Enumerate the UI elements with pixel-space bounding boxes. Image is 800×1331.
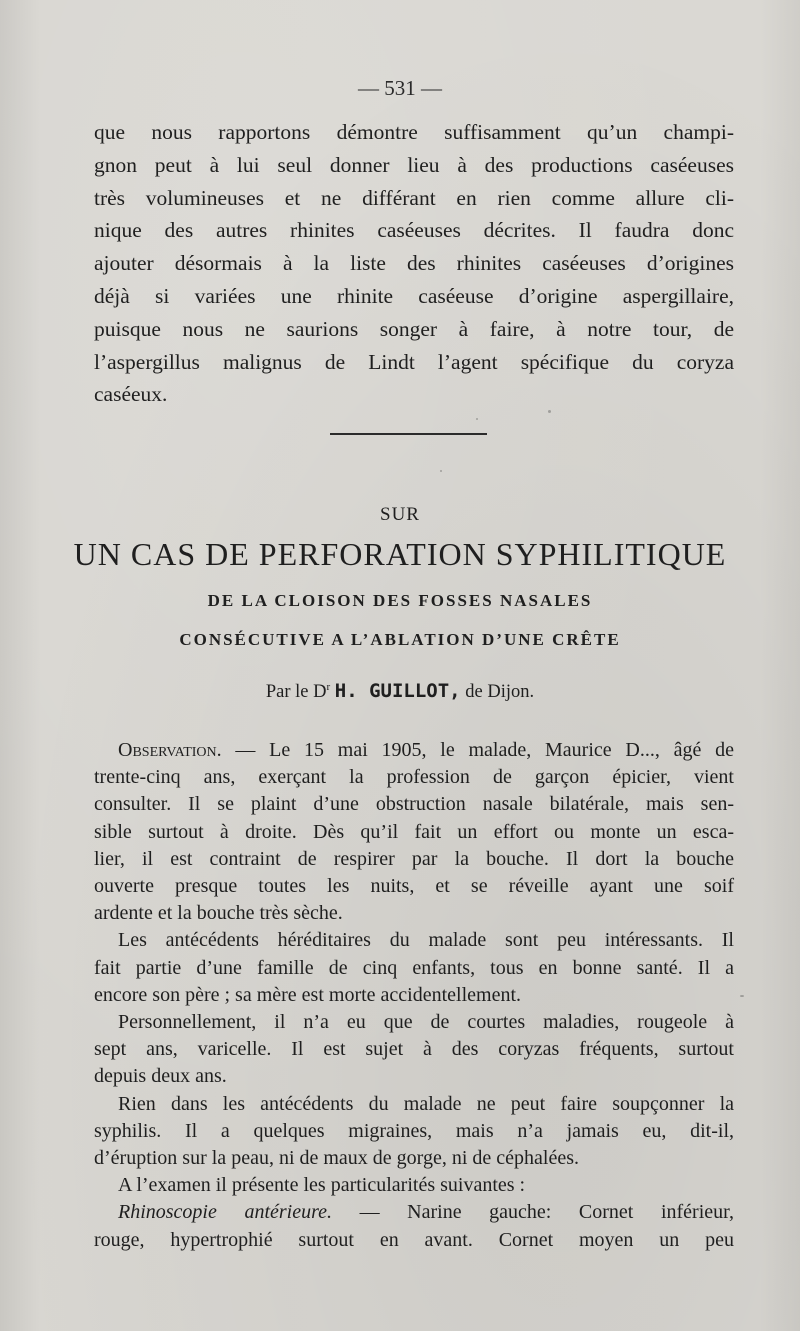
- article-subtitle-line-2: CONSÉCUTIVE A L’ABLATION D’UNE CRÊTE: [179, 630, 621, 649]
- page-number: — 531 —: [358, 76, 442, 100]
- section-divider: [330, 433, 487, 435]
- text-line: Les antécédents héréditaires du malade sont peu intéressants. Il: [118, 929, 734, 952]
- text-line: que nous rapportons démontre suffisamment qu’un champi-: [94, 120, 734, 144]
- text-line: l’aspergillus malignus de Lindt l’agent spécifique du coryza: [94, 349, 734, 374]
- paper-speck: [476, 418, 478, 420]
- text-line: ajouter désormais à la liste des rhinites caséeuses d’origines: [94, 251, 734, 276]
- observation-label: Observation.: [118, 739, 222, 761]
- text-line: trente-cinq ans, exerçant la profession de garçon épicier, vient: [94, 766, 734, 789]
- text-line: gnon peut à lui seul donner lieu à des productions caséeuses: [94, 152, 734, 177]
- article-title: UN CAS DE PERFORATION SYPHILITIQUE: [73, 536, 727, 572]
- text-line: Rien dans les antécédents du malade ne peut faire soupçonner la: [118, 1092, 734, 1115]
- text-line: ouverte presque toutes les nuits, et se réveille ayant une soif: [94, 875, 734, 898]
- text-line: lier, il est contraint de respirer par la bouche. Il dort la bouche: [94, 847, 734, 870]
- text-line: très volumineuses et ne différant en rien comme allure cli-: [94, 185, 734, 210]
- paper-speck: [440, 470, 442, 472]
- article-byline: [0, 680, 800, 703]
- text-line: encore son père ; sa mère est morte accidentellement.: [94, 983, 522, 1006]
- article-body: [94, 737, 734, 1254]
- text-line: consulter. Il se plaint d’une obstruction nasale bilatérale, mais sen-: [94, 793, 734, 816]
- article-kicker: SUR: [380, 504, 420, 525]
- text-line: fait partie d’une famille de cinq enfants, tous en bonne santé. Il a: [94, 956, 734, 979]
- text-line: syphilis. Il a quelques migraines, mais n’a jamais eu, dit-il,: [94, 1119, 734, 1142]
- text-line: [94, 737, 734, 764]
- intro-paragraph: [94, 116, 734, 411]
- text-line: depuis deux ans.: [94, 1065, 227, 1088]
- text-line: nique des autres rhinites caséeuses décrites. Il faudra donc: [94, 218, 734, 243]
- text-fragment: — Le 15 mai 1905, le malade, Maurice D..., âgé de: [221, 739, 734, 761]
- paper-speck: [740, 995, 744, 997]
- article-subtitle-line-1: DE LA CLOISON DES FOSSES NASALES: [207, 591, 593, 610]
- text-line: sible surtout à droite. Dès qu’il fait un effort ou monte un esca-: [94, 820, 734, 843]
- text-line: sept ans, varicelle. Il est sujet à des coryzas fréquents, surtout: [94, 1038, 734, 1061]
- text-line: d’éruption sur la peau, ni de maux de gorge, ni de céphalées.: [94, 1147, 580, 1170]
- author-name: H. GUILLOT,: [334, 680, 461, 702]
- text-line: Personnellement, il n’a eu que de courtes maladies, rougeole à: [118, 1011, 734, 1034]
- byline-suffix: de Dijon.: [465, 682, 535, 702]
- text-line: puisque nous ne saurions songer à faire, à notre tour, de: [94, 316, 734, 341]
- text-fragment: — Narine gauche: Cornet inférieur,: [332, 1201, 734, 1224]
- text-line: A l’examen il présente les particularités suivantes :: [118, 1174, 526, 1197]
- text-line: caséeux.: [94, 382, 168, 407]
- byline-prefix: Par le D: [265, 682, 327, 702]
- text-line: rouge, hypertrophié surtout en avant. Cornet moyen un peu: [94, 1228, 734, 1251]
- paper-speck: [548, 410, 551, 413]
- byline-superscript: r: [326, 680, 331, 693]
- text-line: [94, 1199, 734, 1226]
- rhinoscopie-label: Rhinoscopie antérieure.: [118, 1201, 333, 1224]
- text-line: déjà si variées une rhinite caséeuse d’origine aspergillaire,: [94, 283, 734, 308]
- text-line: ardente et la bouche très sèche.: [94, 902, 343, 925]
